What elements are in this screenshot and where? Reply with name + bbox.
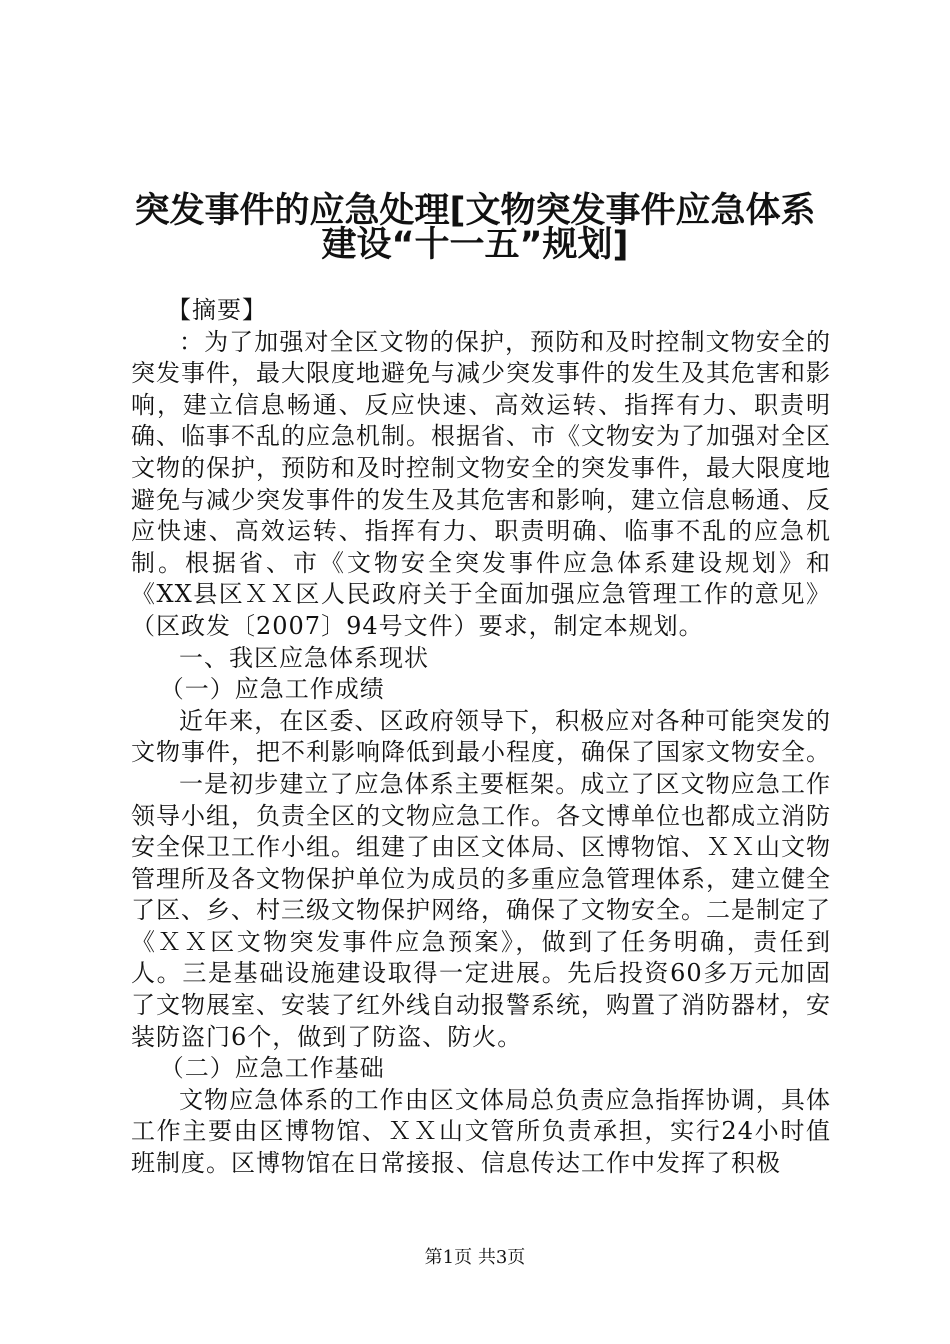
document-body (131, 295, 831, 1180)
paragraph: 文物应急体系的工作由区文体局总负责应急指挥协调，具体工作主要由区博物馆、ＸＸ山文管所负责承担，实行24小时值班制度。区博物馆在日常接报、信息传达工作中发挥了积极 (131, 1085, 831, 1178)
abstract-label: 【摘要】 (167, 296, 267, 324)
section-heading-1: 一、我区应急体系现状 (179, 643, 429, 672)
paragraph: 近年来，在区委、区政府领导下，积极应对各种可能突发的文物事件，把不利影响降低到最小程度，确保了国家文物安全。 (131, 706, 831, 767)
document-title-line-2: 建设“十一五”规划] (321, 225, 629, 265)
subsection-heading-2: （二）应急工作基础 (159, 1054, 385, 1083)
paragraph: 一是初步建立了应急体系主要框架。成立了区文物应急工作领导小组，负责全区的文物应急工作。各文博单位也都成立消防安全保卫工作小组。组建了由区文体局、区博物馆、ＸＸ山文物管理所及各文物保护单位为成员的多重应急管理体系，建立健全了区、乡、村三级文物保护网络，确保了文物安全。二是制定了《ＸＸ区文物突发事件应急预案》，做到了任务明确，责任到人。三是基础设施建设取得一定进展。先后投资60多万元加固了文物展室、安装了红外线自动报警系统，购置了消防器材，安装防盗门6个，做到了防盗、防火。 (131, 769, 831, 1051)
subsection-heading-1: （一）应急工作成绩 (159, 675, 385, 704)
document-title-line-1: 突发事件的应急处理[文物突发事件应急体系 (134, 191, 816, 231)
page-footer: 第1页 共3页 (424, 1247, 526, 1268)
paragraph-abstract: ：为了加强对全区文物的保护，预防和及时控制文物安全的突发事件，最大限度地避免与减少突发事件的发生及其危害和影响，建立信息畅通、反应快速、高效运转、指挥有力、职责明确、临事不乱的应急机制。根据省、市《文物安为了加强对全区文物的保护，预防和及时控制文物安全的突发事件，最大限度地避免与减少突发事件的发生及其危害和影响，建立信息畅通、反应快速、高效运转、指挥有力、职责明确、临事不乱的应急机制。根据省、市《文物安全突发事件应急体系建设规划》和《XX县区ＸＸ区人民政府关于全面加强应急管理工作的意见》（区政发〔2007〕94号文件）要求，制定本规划。 (131, 327, 831, 640)
